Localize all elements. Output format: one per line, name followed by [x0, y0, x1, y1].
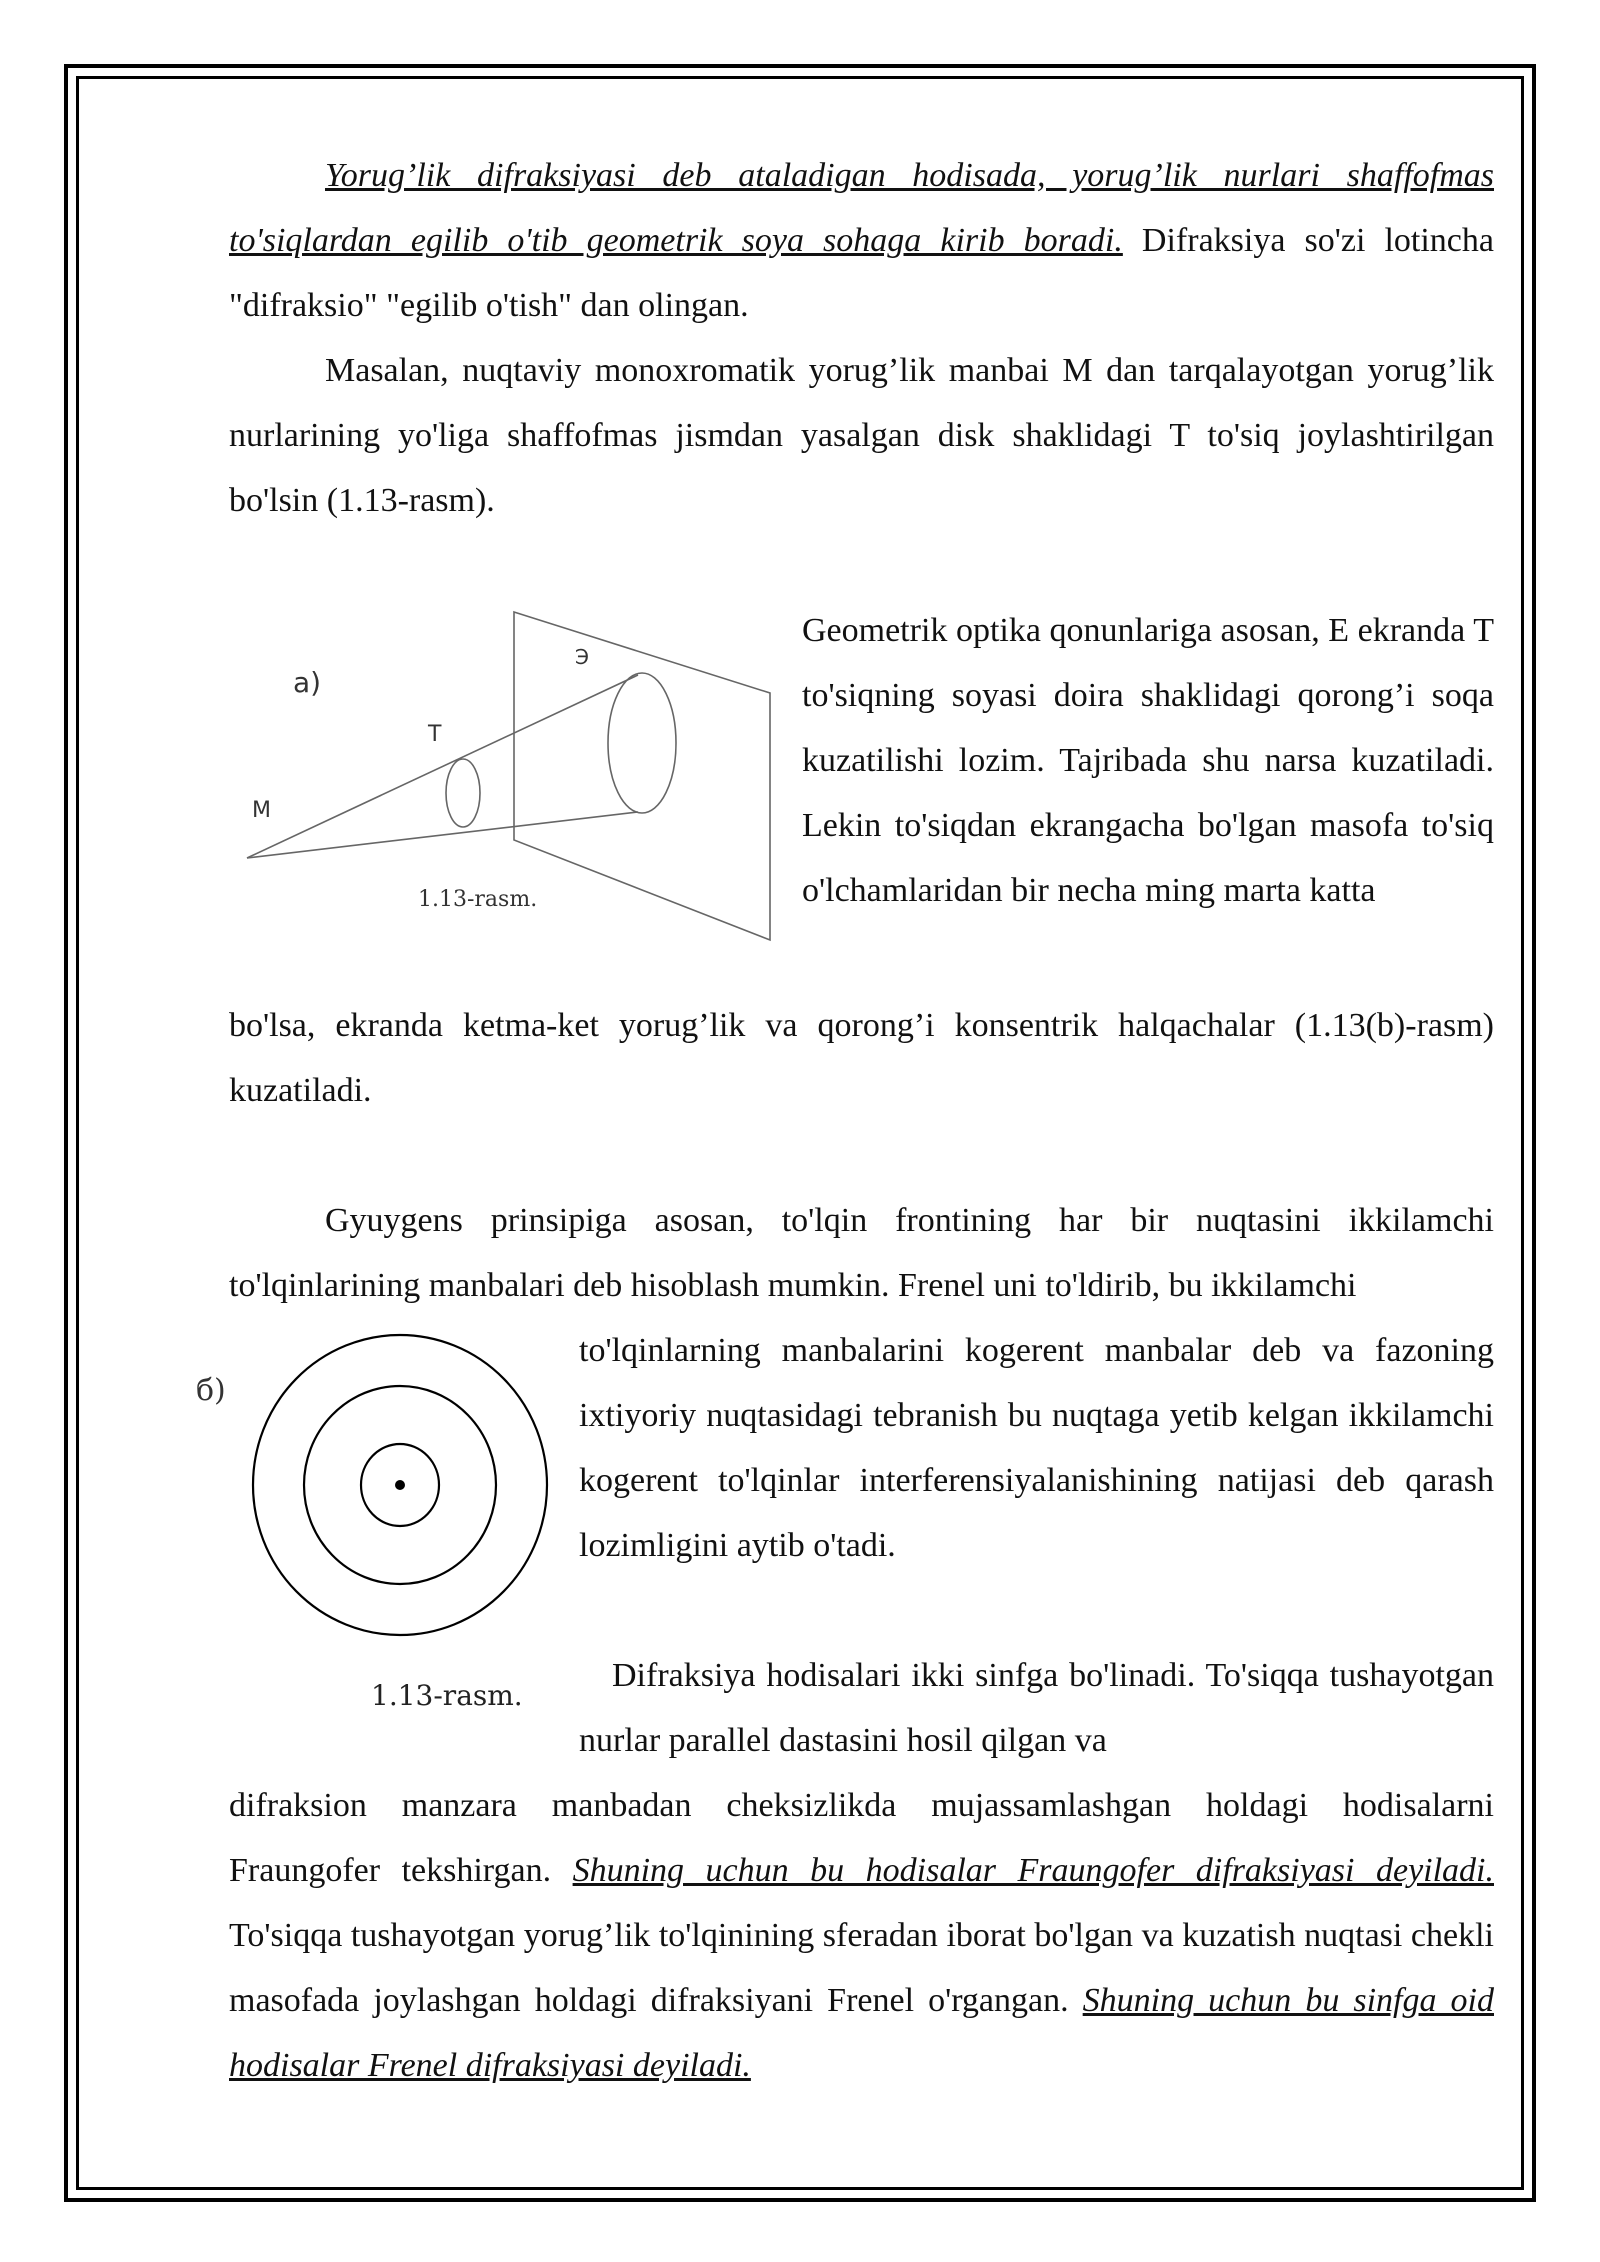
paragraph-huygens-side: to'lqinlarning manbalarini kogerent manbalar deb va fazoning ixtiyoriy nuqtasidagi tebranish bu nuqtaga yetib kelgan ikkilamchi kogerent to'lqinlar interferensiyalanishining natijasi deb qarash lozimligini aytib o'tadi. — [579, 1332, 1494, 1564]
figure-a-caption: 1.13-rasm. — [418, 887, 538, 912]
figure-b-caption: 1.13-rasm. — [371, 1679, 523, 1712]
obstacle-disk — [446, 759, 480, 827]
ray-top — [247, 675, 638, 858]
paragraph-example: Masalan, nuqtaviy monoxromatik yorug’lik manbai M dan tarqalayotgan yorug’lik nurlarining yo'liga shaffofmas jismdan yasalgan disk shaklidagi T to'siq joylashtirilgan bo'lsin (1.13-rasm). — [229, 352, 1494, 519]
shadow-ellipse — [608, 673, 676, 813]
fraunhofer-definition: Shuning uchun bu hodisalar Fraungofer difraksiyasi deyiladi. — [572, 1852, 1494, 1889]
obstacle-t-label: T — [428, 722, 442, 747]
center-dot — [395, 1480, 405, 1490]
figure-b-rings — [250, 1333, 550, 1653]
definition-underlined: Yorug’lik difraksiyasi deb ataladigan hodisada, yorug’lik nurlari shaffofmas to'siqlardan egilib o'tib geometrik soya sohaga kirib boradi. — [229, 157, 1494, 259]
fresnel-definition: Shuning uchun bu sinfga oid hodisalar Frenel difraksiyasi deyiladi. — [229, 1982, 1494, 2084]
screen-e-label: Э — [575, 645, 589, 669]
ray-bottom — [247, 812, 638, 858]
paragraph-geometric-continued: bo'lsa, ekranda ketma-ket yorug’lik va qorong’i konsentrik halqachalar (1.13(b)-rasm) kuzatiladi. — [229, 1007, 1494, 1109]
classes-text-b: To'siqqa tushayotgan yorug’lik to'lqinining sferadan iborat bo'lgan va kuzatish nuqtasi chekli masofada joylashgan holdagi difraksiyani Frenel o'rgangan. — [229, 1917, 1494, 2019]
source-m-label: M — [252, 798, 271, 823]
definition-rest: Difraksiya so'zi lotincha "difraksio" "egilib o'tish" dan olingan. — [229, 222, 1494, 324]
classes-text-a: difraksion manzara manbadan cheksizlikda mujassamlashgan holdagi hodisalarni Fraungofer tekshirgan. — [229, 1787, 1494, 1889]
paragraph-classes-side: Difraksiya hodisalari ikki sinfga bo'linadi. To'siqqa tushayotgan nurlar parallel dastasini hosil qilgan va — [579, 1657, 1494, 1759]
figure-a-label: a) — [293, 666, 322, 699]
paragraph-classes — [229, 1773, 1494, 2098]
paragraph-geometric-side: Geometrik optika qonunlariga asosan, E ekranda T to'siqning soyasi doira shaklidagi qorong’i soqa kuzatilishi lozim. Tajribada shu narsa kuzatiladi. Lekin to'siqdan ekrangacha bo'lgan masofa to'siq o'lchamlaridan bir necha ming marta katta — [802, 612, 1494, 909]
screen-plane — [514, 612, 770, 940]
paragraph-huygens: Gyuygens prinsipiga asosan, to'lqin frontining har bir nuqtasini ikkilamchi to'lqinlarining manbalari deb hisoblash mumkin. Frenel uni to'ldirib, bu ikkilamchi — [229, 1202, 1494, 1304]
paragraph-definition — [229, 143, 1494, 338]
figure-b-label: б) — [196, 1373, 226, 1408]
